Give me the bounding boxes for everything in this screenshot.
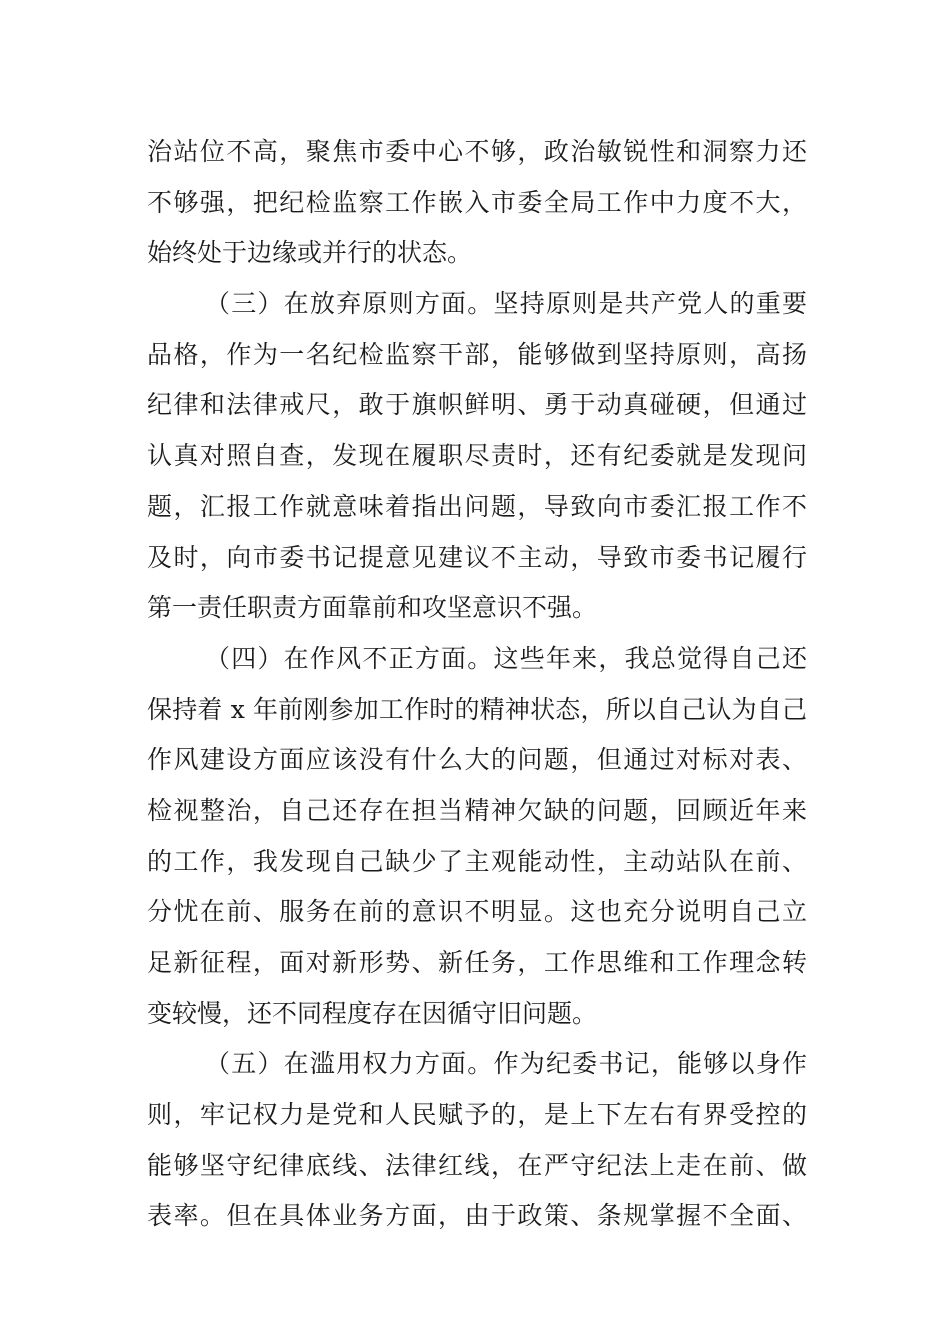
paragraph-heading-line: （三）在放弃原则方面。坚持原则是共产党人的重要 [205,289,807,319]
text-line: 足新征程，面对新形势、新任务，工作思维和工作理念转 [147,948,807,977]
text-line: 表率。但在具体业务方面，由于政策、条规掌握不全面、 [147,1201,807,1231]
text-line: 认真对照自查，发现在履职尽责时，还有纪委就是发现问 [147,441,807,471]
text-line: 始终处于边缘或并行的状态。 [147,238,473,268]
text-line: 品格，作为一名纪检监察干部，能够做到坚持原则，高扬 [147,339,807,369]
text-line: 则，牢记权力是党和人民赋予的，是上下左右有界受控的 [147,1100,807,1130]
paragraph-heading-line: （四）在作风不正方面。这些年来，我总觉得自己还 [205,643,807,673]
text-line: 治站位不高，聚焦市委中心不够，政治敏锐性和洞察力还 [147,137,807,166]
text-line: 检视整治，自己还存在担当精神欠缺的问题，回顾近年来 [147,795,807,825]
text-line: 第一责任职责方面靠前和攻坚意识不强。 [147,593,598,623]
text-line: 及时，向市委书记提意见建议不主动，导致市委书记履行 [147,542,807,572]
text-line: 分忧在前、服务在前的意识不明显。这也充分说明自己立 [147,897,807,927]
text-line: 作风建设方面应该没有什么大的问题，但通过对标对表、 [147,745,807,775]
document-body [147,127,807,1242]
text-line: 保持着 x 年前刚参加工作时的精神状态，所以自己认为自己 [147,694,807,724]
text-line: 题，汇报工作就意味着指出问题，导致向市委汇报工作不 [147,491,807,521]
text-line: 的工作，我发现自己缺少了主观能动性，主动站队在前、 [147,846,807,876]
text-line: 纪律和法律戒尺，敢于旗帜鲜明、勇于动真碰硬，但通过 [147,390,807,420]
text-line: 不够强，把纪检监察工作嵌入市委全局工作中力度不大， [147,187,807,217]
text-line: 能够坚守纪律底线、法律红线，在严守纪法上走在前、做 [147,1150,807,1180]
text-line: 变较慢，还不同程度存在因循守旧问题。 [147,998,598,1028]
paragraph-heading-line: （五）在滥用权力方面。作为纪委书记，能够以身作 [205,1049,807,1079]
